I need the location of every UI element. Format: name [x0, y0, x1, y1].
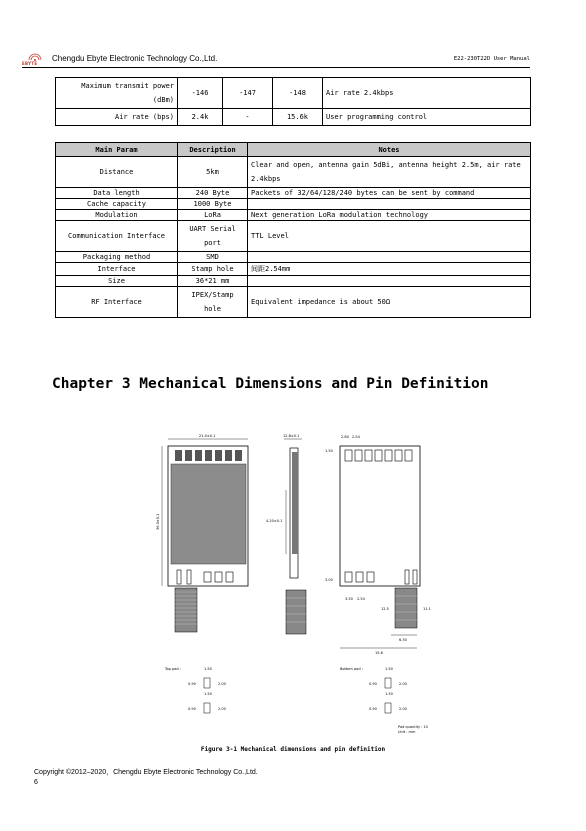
table-row — [56, 210, 531, 221]
table-cell: 间距2.54mm — [248, 263, 531, 276]
dim-12-5: 12.5 — [381, 607, 389, 611]
table-cell: Packaging method — [56, 252, 178, 263]
pad-height-label: 0.90 — [188, 682, 196, 686]
dim-pad-x1: 3.50 — [345, 597, 353, 601]
table-cell: Next generation LoRa modulation technology — [248, 210, 531, 221]
table-cell: 5km — [178, 157, 248, 188]
table-cell: Communication Interface — [56, 221, 178, 252]
dim-thickness: 12.8±0.1 — [283, 434, 300, 438]
table-row — [56, 199, 531, 210]
table-cell: Clear and open, antenna gain 5dBi, antenna height 2.5m, air rate 2.4kbps — [248, 157, 531, 188]
dim-pitch-a: 2.80 — [341, 435, 349, 439]
table-cell: -146 — [178, 78, 223, 109]
footer-copyright: Copyright ©2012–2020，Chengdu Ebyte Electronic Technology Co.,Ltd. — [34, 769, 258, 776]
rf-param-table — [55, 77, 531, 126]
pad-width-label-2: 1.50 — [204, 692, 212, 696]
manual-title: E22-230T22D User Manual — [453, 56, 530, 62]
dim-height: 36.0±0.1 — [156, 513, 160, 530]
table-cell: Air rate 2.4kbps — [323, 78, 531, 109]
mechanical-drawing — [155, 430, 445, 740]
logo-text: EBYTE — [22, 61, 38, 66]
bottom-pad-label: Bottom pad : — [340, 667, 363, 671]
pad-height-label-2: 0.90 — [188, 707, 196, 711]
table-cell: -148 — [273, 78, 323, 109]
top-pad-label: Top pad : — [165, 667, 181, 671]
table-cell: UART Serial port — [178, 221, 248, 252]
column-header: Description — [178, 143, 248, 157]
top-view — [156, 434, 248, 632]
table-cell: Packets of 32/64/128/240 bytes can be sent by command — [248, 188, 531, 199]
table-cell — [248, 276, 531, 287]
page-number: 6 — [34, 779, 38, 786]
table-row — [56, 188, 531, 199]
pad-length-label: 2.00 — [218, 682, 226, 686]
chapter-title: Chapter 3 Mechanical Dimensions and Pin Definition — [52, 376, 489, 392]
table-cell: Data length — [56, 188, 178, 199]
table-cell: Distance — [56, 157, 178, 188]
table-cell: TTL Level — [248, 221, 531, 252]
unit-label: Unit : mm — [398, 730, 416, 734]
dim-top-offset: 1.50 — [325, 449, 333, 453]
table-row — [56, 252, 531, 263]
table-row — [56, 287, 531, 318]
table-cell: 2.4k — [178, 109, 223, 126]
header-divider — [22, 67, 530, 68]
dim-15-6: 15.6 — [375, 651, 383, 655]
pad-width-label-4: 1.50 — [385, 692, 393, 696]
table-header-row — [56, 143, 531, 157]
pad-width-label-3: 1.50 — [385, 667, 393, 671]
table-row — [56, 78, 531, 109]
bottom-view — [325, 435, 431, 655]
pad-height-label-3: 0.90 — [369, 682, 377, 686]
company-name: Chengdu Ebyte Electronic Technology Co.,Ltd. — [52, 54, 218, 63]
dim-pad-y: 3.00 — [325, 578, 333, 582]
table-row — [56, 276, 531, 287]
pad-width-label: 1.50 — [204, 667, 212, 671]
table-cell: Air rate (bps) — [56, 109, 178, 126]
table-row — [56, 263, 531, 276]
table-row — [56, 157, 531, 188]
table-cell: Stamp hole — [178, 263, 248, 276]
side-view — [266, 434, 306, 634]
table-cell: 36*21 mm — [178, 276, 248, 287]
table-cell: 240 Byte — [178, 188, 248, 199]
column-header: Main Param — [56, 143, 178, 157]
pad-length-label-3: 2.00 — [399, 682, 407, 686]
table-cell: LoRa — [178, 210, 248, 221]
pad-details — [164, 667, 428, 734]
dim-width: 21.0±0.1 — [199, 434, 216, 438]
table-row — [56, 109, 531, 126]
dim-side-height: 4.20±0.1 — [266, 519, 283, 523]
table-cell: SMD — [178, 252, 248, 263]
table-cell: Cache capacity — [56, 199, 178, 210]
table-cell: -147 — [223, 78, 273, 109]
dim-6-30: 6.30 — [399, 638, 407, 642]
table-cell: RF Interface — [56, 287, 178, 318]
table-cell: 15.6k — [273, 109, 323, 126]
pad-quantity: Pad quantity : 10 — [398, 725, 428, 729]
dim-11-1: 11.1 — [423, 607, 431, 611]
main-param-table — [55, 142, 531, 318]
table-cell: Equivalent impedance is about 50Ω — [248, 287, 531, 318]
table-cell — [248, 199, 531, 210]
table-cell: Interface — [56, 263, 178, 276]
figure-caption: Figure 3-1 Mechanical dimensions and pin definition — [200, 746, 386, 753]
table-cell: Modulation — [56, 210, 178, 221]
table-row — [56, 221, 531, 252]
pad-height-label-4: 0.90 — [369, 707, 377, 711]
dim-pitch-b: 2.54 — [352, 435, 360, 439]
table-cell: Size — [56, 276, 178, 287]
table-cell: - — [223, 109, 273, 126]
table-cell: 1000 Byte — [178, 199, 248, 210]
pad-length-label-4: 2.00 — [399, 707, 407, 711]
table-cell: IPEX/Stamp hole — [178, 287, 248, 318]
dim-pad-x2: 2.54 — [357, 597, 365, 601]
table-cell: User programming control — [323, 109, 531, 126]
pad-length-label-2: 2.00 — [218, 707, 226, 711]
column-header: Notes — [248, 143, 531, 157]
table-cell — [248, 252, 531, 263]
table-cell: Maximum transmit power (dBm) — [56, 78, 178, 109]
